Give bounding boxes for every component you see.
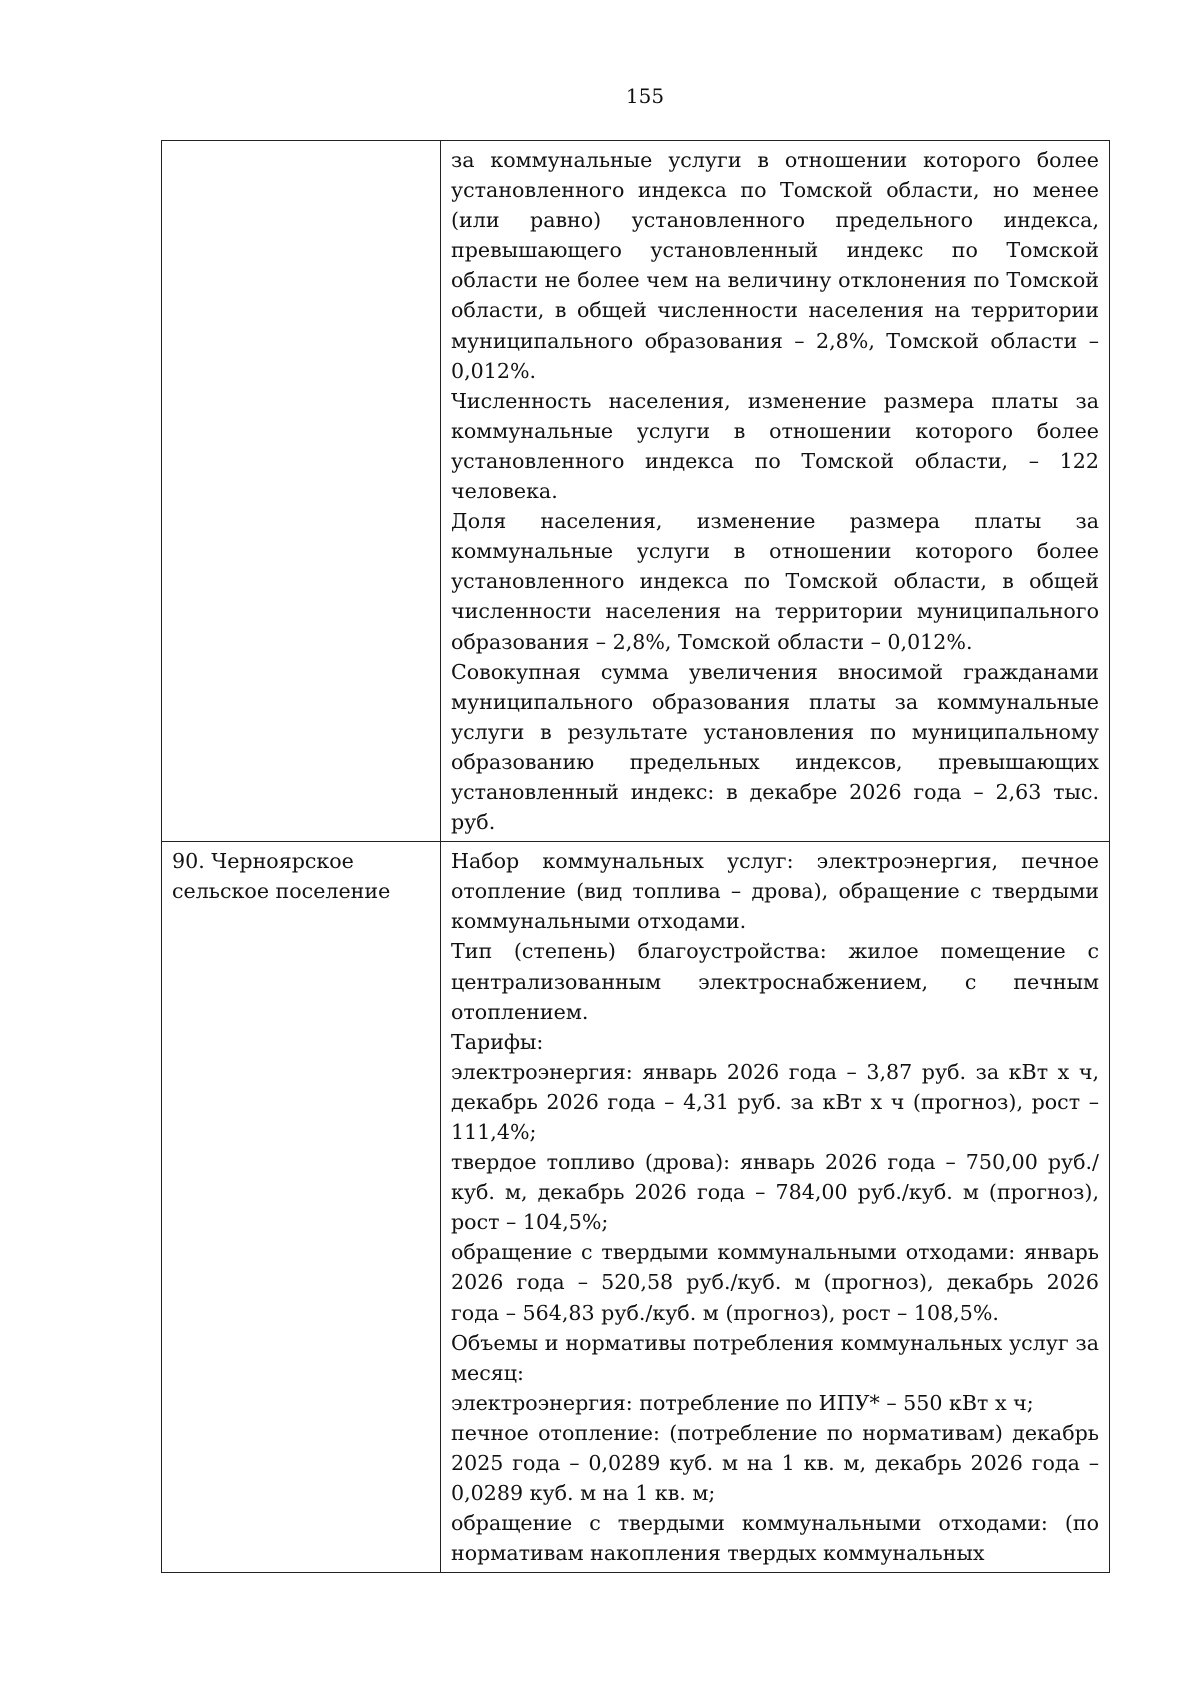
municipality-name-line: сельское поселение [172,879,391,904]
paragraph: электроэнергия: потребление по ИПУ* – 550 кВт х ч; [451,1390,1034,1415]
document-table [161,140,1110,1573]
municipality-name-line: 90. Черноярское [172,849,354,874]
municipality-name-cell [162,842,441,1573]
table-row [162,842,1110,1573]
paragraph: Объемы и нормативы потребления коммунальных услуг за месяц: [451,1330,1099,1385]
paragraph: Численность населения, изменение размера платы за коммунальные услуги в отношении которого более установленного индекса по Томской области, – 122 человека. [451,388,1099,504]
paragraph: за коммунальные услуги в отношении которого более установленного индекса по Томской области, но менее (или равно) установленного предельного индекса, превышающего установленный индекс по Томской области не более чем на величину отклонения по Томской области, в общей численности населения на территории муниципального образования – 2,8%, Томской области – 0,012%. [451,148,1099,383]
paragraph: Набор коммунальных услуг: электроэнергия, печное отопление (вид топлива – дрова), обращение с твердыми коммунальными отходами. [451,849,1099,934]
description-cell [441,141,1110,842]
paragraph: Совокупная сумма увеличения вносимой гражданами муниципального образования платы за коммунальные услуги в результате установления по муниципальному образованию предельных индексов, превышающих установленный индекс: в декабре 2026 года – 2,63 тыс. руб. [451,659,1099,835]
paragraph: твердое топливо (дрова): январь 2026 года – 750,00 руб./куб. м, декабрь 2026 года – 784,00 руб./куб. м (прогноз), рост – 104,5%; [451,1150,1099,1235]
paragraph: электроэнергия: январь 2026 года – 3,87 руб. за кВт х ч, декабрь 2026 года – 4,31 руб. за кВт х ч (прогноз), рост – 111,4%; [451,1059,1099,1144]
paragraph: обращение с твердыми коммунальными отходами: январь 2026 года – 520,58 руб./куб. м (прогноз), декабрь 2026 года – 564,83 руб./куб. м (прогноз), рост – 108,5%. [451,1240,1099,1325]
page-number: 155 [625,84,665,108]
paragraph: Тип (степень) благоустройства: жилое помещение с централизованным электроснабжением, с печным отоплением. [451,939,1099,1024]
description-cell [441,842,1110,1573]
paragraph: обращение с твердыми коммунальными отходами: (по нормативам накопления твердых коммунальных [451,1511,1099,1566]
paragraph: Тарифы: [451,1029,544,1054]
paragraph: печное отопление: (потребление по нормативам) декабрь 2025 года – 0,0289 куб. м на 1 кв. м, декабрь 2026 года – 0,0289 куб. м на 1 кв. м; [451,1420,1099,1506]
paragraph: Доля населения, изменение размера платы за коммунальные услуги в отношении которого более установленного индекса по Томской области, в общей численности населения на территории муниципального образования – 2,8%, Томской области – 0,012%. [451,509,1099,654]
municipality-name-cell [162,141,441,842]
table-row [162,141,1110,842]
